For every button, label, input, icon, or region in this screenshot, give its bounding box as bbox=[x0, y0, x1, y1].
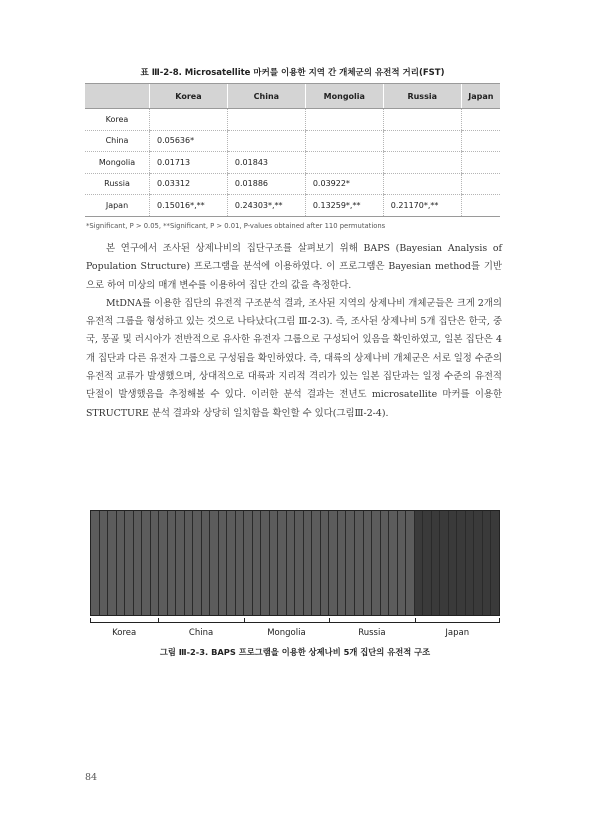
table-cell: 0.15016*,** bbox=[150, 195, 228, 217]
table-cell bbox=[461, 152, 500, 174]
table-header-row bbox=[85, 84, 500, 109]
table-cell bbox=[305, 152, 383, 174]
structure-bar-russia bbox=[338, 511, 347, 615]
group-boundary-tick bbox=[499, 618, 500, 623]
table-cell bbox=[305, 109, 383, 131]
group-label-korea: Korea bbox=[112, 628, 137, 638]
structure-bar-korea bbox=[91, 511, 100, 615]
row-label: Korea bbox=[85, 109, 150, 131]
group-axis-line bbox=[90, 622, 500, 623]
group-boundary-tick bbox=[90, 618, 91, 623]
table-footnote: *Significant, P > 0.05, **Significant, P > 0.01, P-values obtained after 110 permutations bbox=[86, 222, 386, 230]
table-cell bbox=[227, 109, 305, 131]
table-cell bbox=[461, 109, 500, 131]
structure-bar-russia bbox=[381, 511, 390, 615]
table-cell: 0.01843 bbox=[227, 152, 305, 174]
table-row bbox=[85, 152, 500, 174]
structure-bar-korea bbox=[117, 511, 126, 615]
body-text bbox=[86, 240, 502, 423]
structure-bar-russia bbox=[346, 511, 355, 615]
table-cell bbox=[305, 130, 383, 152]
row-label: China bbox=[85, 130, 150, 152]
row-label: Japan bbox=[85, 195, 150, 217]
structure-bar-japan bbox=[483, 511, 492, 615]
header-cell: Mongolia bbox=[305, 84, 383, 109]
structure-bar-china bbox=[168, 511, 177, 615]
structure-bar-china bbox=[236, 511, 245, 615]
table-cell bbox=[383, 130, 461, 152]
structure-bar-japan bbox=[491, 511, 499, 615]
structure-bar-korea bbox=[142, 511, 151, 615]
table-cell: 0.01886 bbox=[227, 173, 305, 195]
table-row bbox=[85, 195, 500, 217]
figure-caption: 그림 Ⅲ-2-3. BAPS 프로그램을 이용한 상제나비 5개 집단의 유전적 구조 bbox=[159, 647, 431, 657]
structure-bar-japan bbox=[449, 511, 458, 615]
page-number: 84 bbox=[85, 772, 98, 783]
header-cell: Japan bbox=[461, 84, 500, 109]
fst-table bbox=[85, 83, 500, 217]
structure-bar-mongolia bbox=[287, 511, 296, 615]
header-cell: Russia bbox=[383, 84, 461, 109]
group-boundary-tick bbox=[415, 618, 416, 623]
structure-bar-china bbox=[202, 511, 211, 615]
table-cell bbox=[227, 130, 305, 152]
structure-bar-russia bbox=[329, 511, 338, 615]
structure-bar-china bbox=[227, 511, 236, 615]
table-cell: 0.13259*,** bbox=[305, 195, 383, 217]
structure-bar-russia bbox=[389, 511, 398, 615]
structure-bar-japan bbox=[474, 511, 483, 615]
structure-bar-russia bbox=[364, 511, 373, 615]
table-cell bbox=[383, 152, 461, 174]
structure-bar-russia bbox=[398, 511, 407, 615]
table-row bbox=[85, 173, 500, 195]
table-cell: 0.05636* bbox=[150, 130, 228, 152]
group-label-mongolia: Mongolia bbox=[267, 628, 306, 638]
table-cell bbox=[461, 130, 500, 152]
structure-bar-korea bbox=[108, 511, 117, 615]
baps-structure-plot bbox=[90, 510, 500, 616]
structure-bar-china bbox=[176, 511, 185, 615]
table-cell bbox=[461, 195, 500, 217]
table-cell: 0.21170*,** bbox=[383, 195, 461, 217]
table-caption: 표 Ⅲ-2-8. Microsatellite 마커를 이용한 지역 간 개체군의 유전적 거리(FST) bbox=[140, 68, 445, 78]
structure-bar-korea bbox=[100, 511, 109, 615]
table-cell bbox=[383, 109, 461, 131]
structure-bar-mongolia bbox=[261, 511, 270, 615]
structure-bar-china bbox=[159, 511, 168, 615]
table-row bbox=[85, 130, 500, 152]
structure-bar-mongolia bbox=[295, 511, 304, 615]
table-cell bbox=[150, 109, 228, 131]
structure-bar-russia bbox=[355, 511, 364, 615]
table-cell bbox=[461, 173, 500, 195]
structure-bar-china bbox=[210, 511, 219, 615]
header-cell bbox=[85, 84, 150, 109]
group-boundary-tick bbox=[244, 618, 245, 623]
table-cell: 0.03922* bbox=[305, 173, 383, 195]
paragraph: MtDNA를 이용한 집단의 유전적 구조분석 결과, 조사된 지역의 상제나비 개체군들은 크게 2개의 유전적 그룹을 형성하고 있는 것으로 나타났다(그림 Ⅲ-2-3). 즉, 조사된 상제나비 5개 집단은 한국, 중국, 몽골 및 러시아가 전반적으로 유사한 유전자 그룹으로 구성되어 있음을 확인하였고, 일본 집단은 4개 집단과 다른 유전자 그룹으로 구성됨을 확인하였다. 즉, 대륙의 상제나비 개체군은 서로 일정 수준의 유전적 교류가 발생했으며, 상대적으로 대륙과 지리적 격리가 있는 일본 집단과는 일정 수준의 유전적 단절이 발생했음을 추정해볼 수 있다. 이러한 분석 결과는 전년도 microsatellite 마커를 이용한 STRUCTURE 분석 결과와 상당히 일치함을 확인할 수 있다(그림Ⅲ-2-4). bbox=[86, 297, 503, 419]
structure-bar-mongolia bbox=[312, 511, 321, 615]
structure-bar-korea bbox=[125, 511, 134, 615]
structure-bar-japan bbox=[423, 511, 432, 615]
row-label: Mongolia bbox=[85, 152, 150, 174]
group-boundary-tick bbox=[329, 618, 330, 623]
structure-bar-japan bbox=[440, 511, 449, 615]
structure-bar-mongolia bbox=[278, 511, 287, 615]
structure-bar-mongolia bbox=[244, 511, 253, 615]
group-boundary-tick bbox=[158, 618, 159, 623]
structure-bar-japan bbox=[466, 511, 475, 615]
structure-bar-russia bbox=[406, 511, 415, 615]
header-cell: Korea bbox=[150, 84, 228, 109]
header-cell: China bbox=[227, 84, 305, 109]
structure-bar-china bbox=[185, 511, 194, 615]
structure-bar-china bbox=[219, 511, 228, 615]
structure-bar-korea bbox=[134, 511, 143, 615]
table-cell: 0.01713 bbox=[150, 152, 228, 174]
table-cell bbox=[383, 173, 461, 195]
structure-bar-japan bbox=[432, 511, 441, 615]
structure-bar-korea bbox=[151, 511, 160, 615]
table-cell: 0.24303*,** bbox=[227, 195, 305, 217]
structure-bar-japan bbox=[415, 511, 424, 615]
structure-bar-china bbox=[193, 511, 202, 615]
structure-bar-mongolia bbox=[270, 511, 279, 615]
structure-bar-mongolia bbox=[253, 511, 262, 615]
table-cell: 0.03312 bbox=[150, 173, 228, 195]
table-row bbox=[85, 109, 500, 131]
structure-bar-mongolia bbox=[321, 511, 330, 615]
structure-bar-mongolia bbox=[304, 511, 313, 615]
paragraph: 본 연구에서 조사된 상제나비의 집단구조를 살펴보기 위해 BAPS (Bayesian Analysis of Population Structure) 프로그램을 분석에 이용하였다. 이 프로그램은 Bayesian method를 기반으로 하여 미상의 매개 변수를 이용하여 집단 간의 값을 측정한다. bbox=[86, 243, 502, 291]
structure-bar-japan bbox=[457, 511, 466, 615]
group-label-japan: Japan bbox=[445, 628, 470, 638]
row-label: Russia bbox=[85, 173, 150, 195]
group-label-russia: Russia bbox=[358, 628, 386, 638]
group-label-china: China bbox=[188, 628, 214, 638]
structure-bar-russia bbox=[372, 511, 381, 615]
